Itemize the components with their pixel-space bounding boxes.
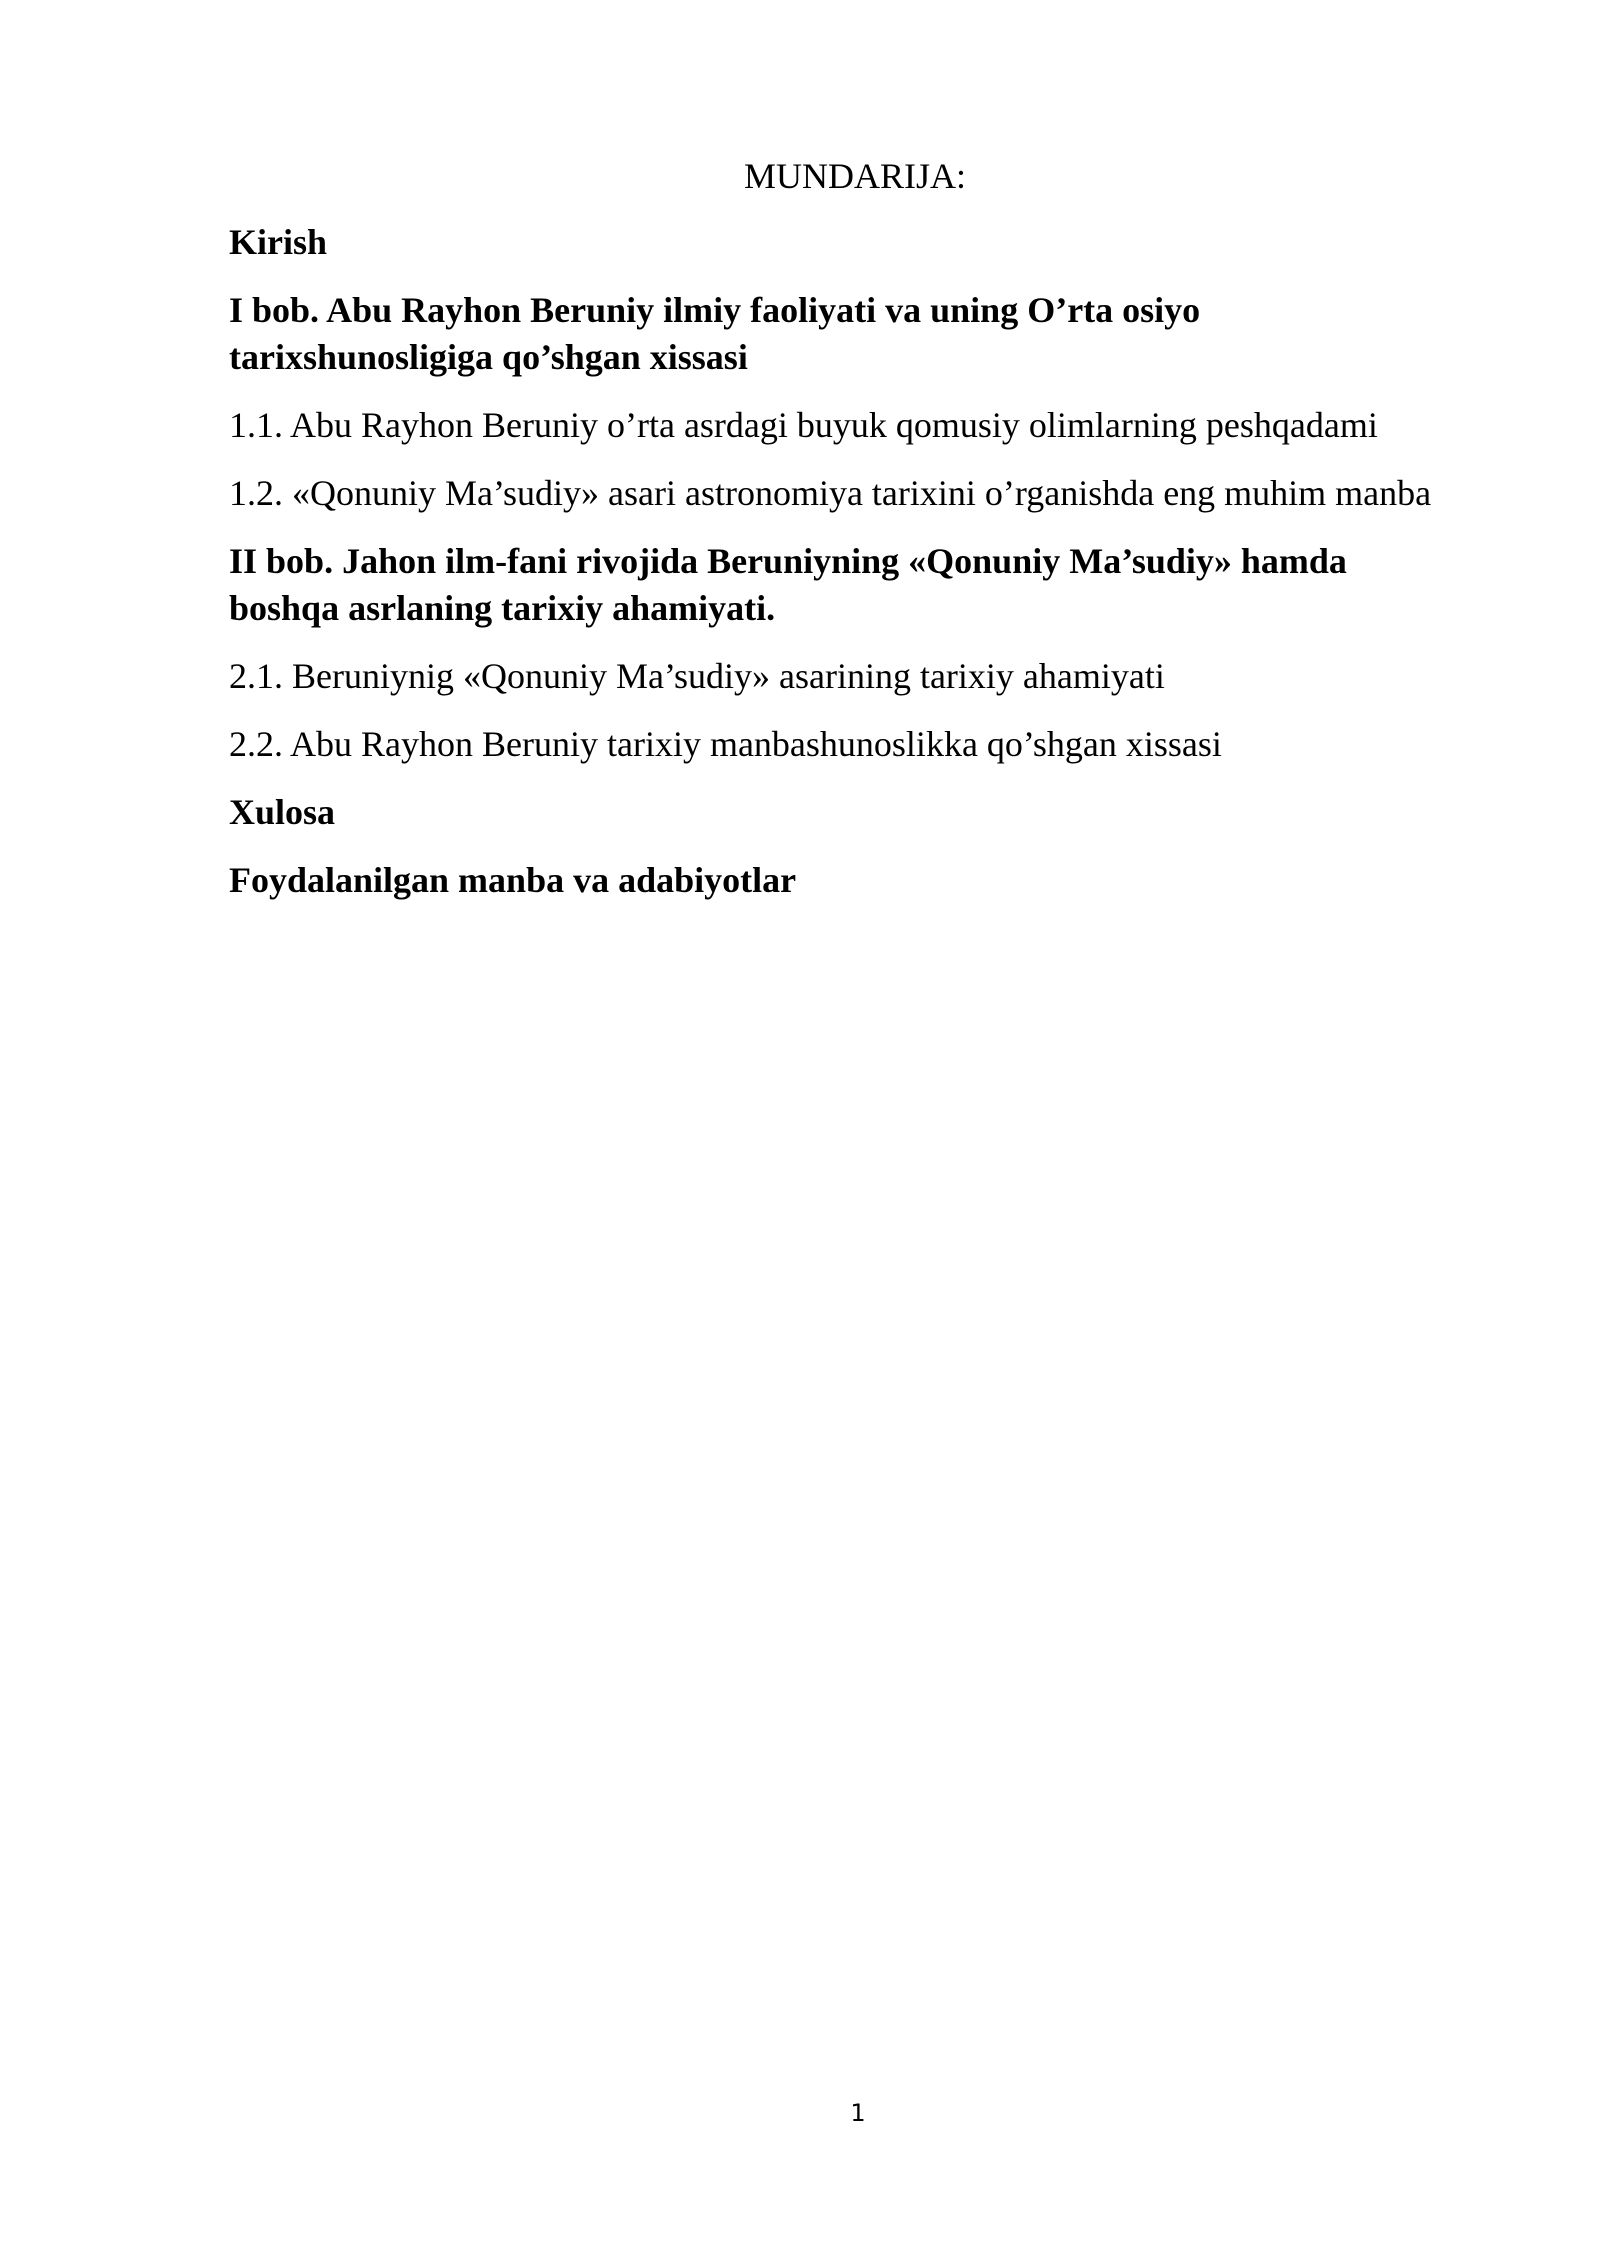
- toc-entry-chapter-1: I bob. Abu Rayhon Beruniy ilmiy faoliyati va uning O’rta osiyo tarixshunosligiga qo’shgan xissasi: [229, 290, 1201, 377]
- page-number: 1: [850, 2099, 866, 2127]
- toc-entry-references: Foydalanilgan manba va adabiyotlar: [229, 860, 797, 900]
- toc-entry-section-1-2: 1.2. «Qonuniy Ma’sudiy» asari astronomiya tarixini o’rganishda eng muhim manba: [229, 473, 1432, 513]
- toc-entry-chapter-2: II bob. Jahon ilm-fani rivojida Beruniyning «Qonuniy Ma’sudiy» hamda boshqa asrlaning tarixiy ahamiyati.: [229, 541, 1347, 628]
- toc-list: [229, 219, 1459, 925]
- toc-entry-section-2-2: 2.2. Abu Rayhon Beruniy tarixiy manbashunoslikka qo’shgan xissasi: [229, 724, 1222, 764]
- toc-entry-section-2-1: 2.1. Beruniynig «Qonuniy Ma’sudiy» asarining tarixiy ahamiyati: [229, 656, 1165, 696]
- toc-entry-kirish: Kirish: [229, 222, 328, 262]
- toc-entry-xulosa: Xulosa: [229, 792, 336, 832]
- toc-entry-section-1-1: 1.1. Abu Rayhon Beruniy o’rta asrdagi buyuk qomusiy olimlarning peshqadami: [229, 405, 1378, 445]
- toc-title: MUNDARIJA:: [743, 156, 966, 196]
